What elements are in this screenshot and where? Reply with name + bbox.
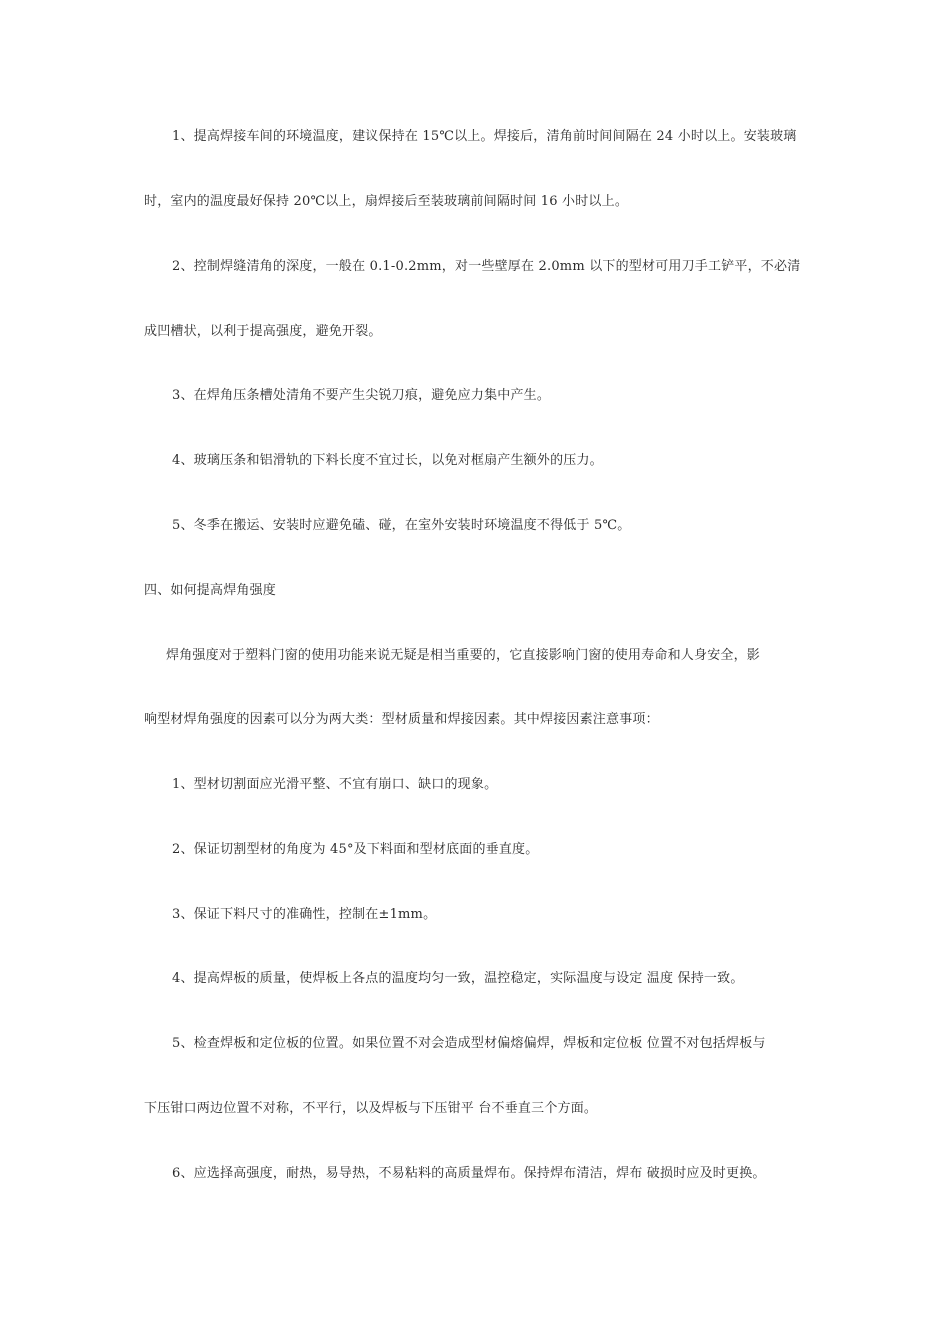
paragraph-line-1: 1、提高焊接车间的环境温度，建议保持在 15℃以上。焊接后，清角前时间间隔在 24 小时以上。安装玻璃 xyxy=(172,129,797,144)
paragraph-line-2: 时，室内的温度最好保持 20℃以上，扇焊接后至装玻璃前间隔时间 16 小时以上。 xyxy=(144,194,629,209)
paragraph-line-9: 焊角强度对于塑料门窗的使用功能来说无疑是相当重要的，它直接影响门窗的使用寿命和人身安全，影 xyxy=(166,648,761,663)
paragraph-line-4: 成凹槽状，以利于提高强度，避免开裂。 xyxy=(144,324,382,339)
paragraph-line-6: 4、玻璃压条和铝滑轨的下料长度不宜过长，以免对框扇产生额外的压力。 xyxy=(172,453,603,468)
paragraph-line-11: 1、型材切割面应光滑平整、不宜有崩口、缺口的现象。 xyxy=(172,777,498,792)
paragraph-line-10: 响型材焊角强度的因素可以分为两大类：型材质量和焊接因素。其中焊接因素注意事项： xyxy=(144,712,659,727)
paragraph-line-13: 3、保证下料尺寸的准确性，控制在±1mm。 xyxy=(172,907,437,922)
paragraph-line-5: 3、在焊角压条槽处清角不要产生尖锐刀痕，避免应力集中产生。 xyxy=(172,388,551,403)
paragraph-line-15: 5、检查焊板和定位板的位置。如果位置不对会造成型材偏熔偏焊，焊板和定位板 位置不对包括焊板与 xyxy=(172,1036,766,1051)
paragraph-line-16: 下压钳口两边位置不对称，不平行，以及焊板与下压钳平 台不垂直三个方面。 xyxy=(144,1101,598,1116)
paragraph-line-12: 2、保证切割型材的角度为 45°及下料面和型材底面的垂直度。 xyxy=(172,842,539,857)
paragraph-line-14: 4、提高焊板的质量，使焊板上各点的温度均匀一致，温控稳定，实际温度与设定 温度 保持一致。 xyxy=(172,971,744,986)
paragraph-line-17: 6、应选择高强度，耐热，易导热，不易粘料的高质量焊布。保持焊布清洁，焊布 破损时应及时更换。 xyxy=(172,1166,766,1181)
section-heading: 四、如何提高焊角强度 xyxy=(144,583,277,598)
paragraph-line-3: 2、控制焊缝清角的深度，一般在 0.1-0.2mm，对一些壁厚在 2.0mm 以下的型材可用刀手工铲平，不必清 xyxy=(172,259,801,274)
paragraph-line-7: 5、冬季在搬运、安装时应避免磕、碰，在室外安装时环境温度不得低于 5℃。 xyxy=(172,518,631,533)
